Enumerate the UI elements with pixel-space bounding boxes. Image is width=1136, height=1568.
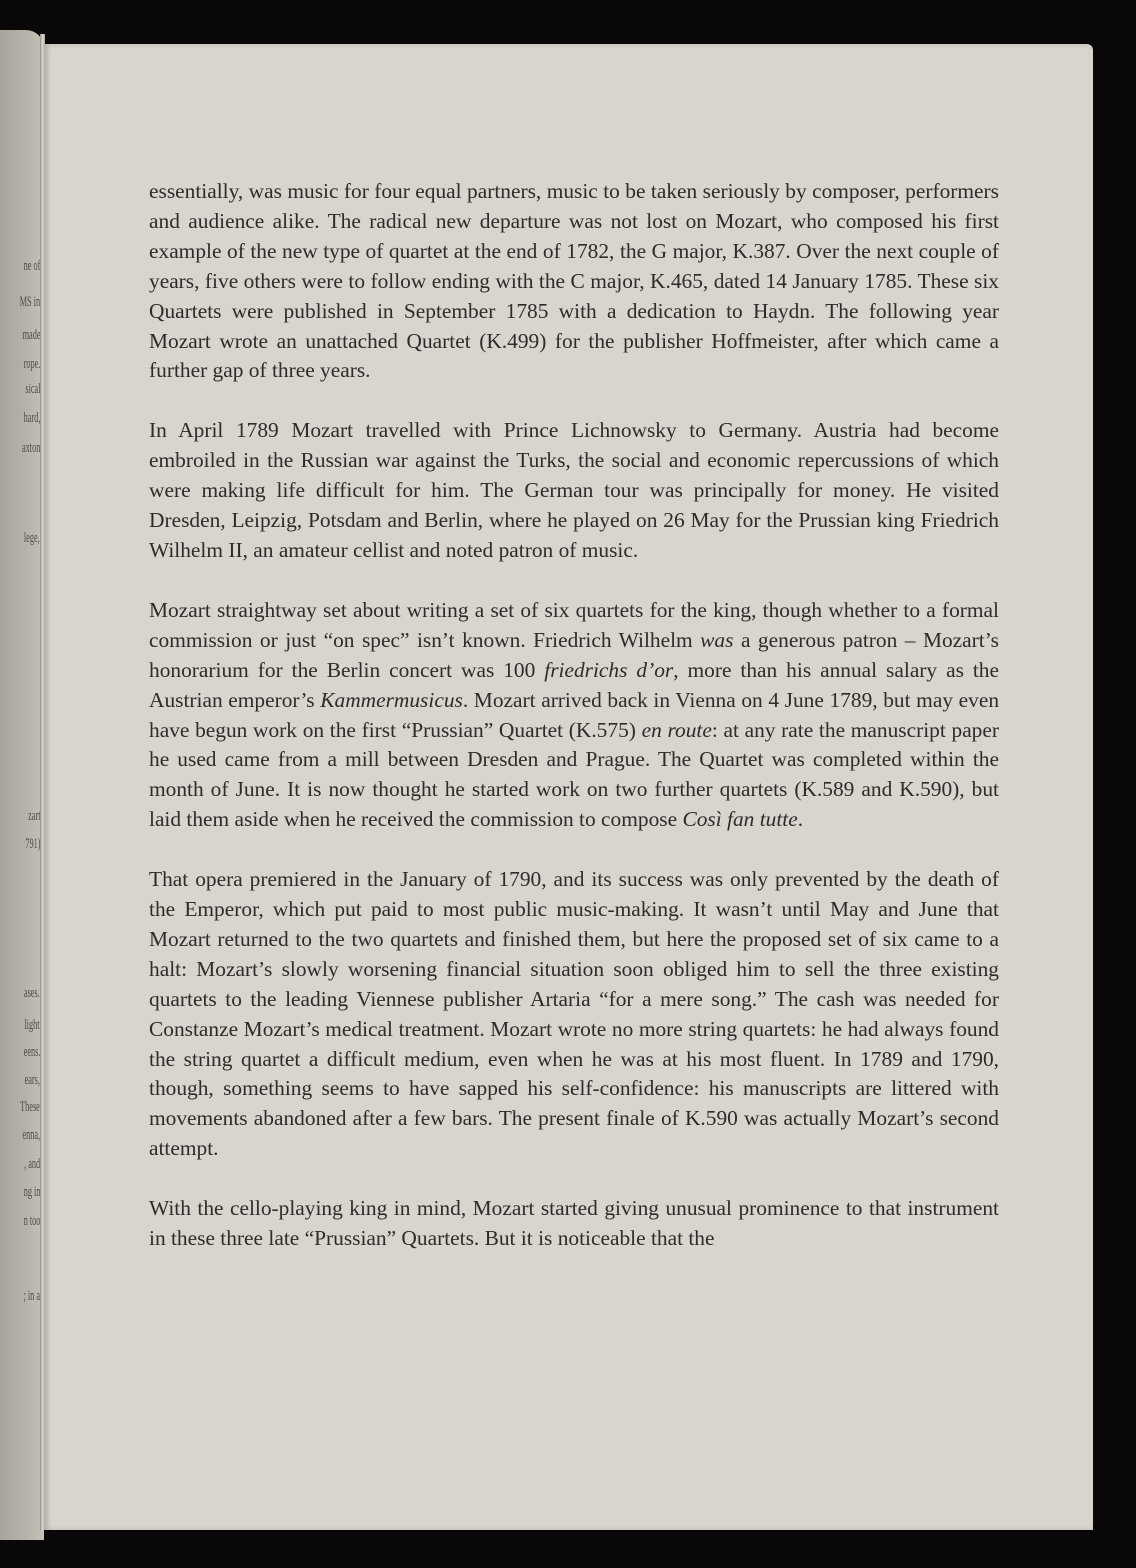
paragraph bbox=[149, 416, 999, 566]
left-page-text-fragment: axton bbox=[21, 440, 40, 456]
italic-text: Kammermusicus bbox=[320, 687, 463, 712]
left-page-text-fragment: enna, bbox=[22, 1127, 40, 1143]
text-run: With the cello-playing king in mind, Mozart started giving unusual prominence to that instrument in these three late “Prussian” Quartets. But it is noticeable that the bbox=[149, 1196, 999, 1251]
italic-text: en route bbox=[641, 717, 712, 742]
left-page-text-fragment: ases. bbox=[24, 985, 40, 1001]
left-page-text-fragment: light bbox=[24, 1017, 40, 1033]
left-page-text-fragment: eens. bbox=[23, 1044, 40, 1060]
left-page-text-fragment: hard, bbox=[23, 410, 40, 426]
left-page-edge bbox=[0, 30, 44, 1540]
left-page-text-fragment: MS in bbox=[19, 294, 40, 310]
text-run: That opera premiered in the January of 1790, and its success was only prevented by the death of the Emperor, which put paid to most public music-making. It wasn’t until May and June that Mozart returned to the two quartets and finished them, but here the proposed set of six came to a halt: Mozart’s slowly worsening financial situation soon obliged him to sell the three existing quartets to the leading Viennese publisher Artaria “for a mere song.” The cash was needed for Constanze Mozart’s medical treatment. Mozart wrote no more string quartets: he had always found the string quartet a difficult medium, even when he was at his most fluent. In 1789 and 1790, though, something seems to have sapped his self-confidence: his manuscripts are littered with movements abandoned after a few bars. The present finale of K.590 was actually Mozart’s second attempt. bbox=[149, 867, 999, 1161]
paragraph bbox=[149, 177, 999, 386]
paragraph bbox=[149, 1194, 999, 1254]
left-page-text-fragment: ng in bbox=[23, 1184, 40, 1200]
text-run: , more than his annual salary as the Austrian emperor’s bbox=[149, 657, 999, 712]
text-run: Mozart straightway set about writing a set of six quartets for the king, though whether to a formal commission or just “on spec” isn’t known. Friedrich Wilhelm bbox=[149, 597, 999, 652]
left-page-text-fragment: ears, bbox=[24, 1072, 40, 1088]
italic-text: friedrichs d’or bbox=[544, 657, 674, 682]
text-run: In April 1789 Mozart travelled with Prince Lichnowsky to Germany. Austria had become embroiled in the Russian war against the Turks, the social and economic repercussions of which were making life difficult for him. The German tour was principally for money. He visited Dresden, Leipzig, Potsdam and Berlin, where he played on 26 May for the Prussian king Friedrich Wilhelm II, an amateur cellist and noted patron of music. bbox=[149, 418, 999, 562]
left-page-text-fragment: ; in a bbox=[23, 1288, 40, 1304]
text-run: . bbox=[797, 807, 804, 832]
left-page-text-fragment: These bbox=[20, 1099, 40, 1115]
left-page-text-fragment: rope. bbox=[23, 356, 40, 372]
left-page-text-fragment: sical bbox=[24, 381, 40, 397]
text-run: essentially, was music for four equal partners, music to be taken seriously by composer, performers and audience alike. The radical new departure was not lost on Mozart, who composed his first example of the new type of quartet at the end of 1782, the G major, K.387. Over the next couple of years, five others were to follow ending with the C major, K.465, dated 14 January 1785. These six Quartets were published in September 1785 with a dedication to Haydn. The following year Mozart wrote an unattached Quartet (K.499) for the publisher Hoffmeister, after which came a further gap of three years. bbox=[149, 179, 999, 383]
left-page-text-fragment: 791) bbox=[24, 836, 40, 852]
italic-text: Così fan tutte bbox=[682, 807, 798, 832]
right-page bbox=[45, 44, 1093, 1530]
paragraph bbox=[149, 865, 999, 1164]
left-page-text-fragment: zart bbox=[27, 808, 40, 824]
text-run: a generous patron – Mozart’s honorarium for the Berlin concert was 100 bbox=[149, 627, 999, 682]
text-run: : at any rate the manuscript paper he used came from a mill between Dresden and Prague. The Quartet was completed within the month of June. It is now thought he started work on two further quartets (K.589 and K.590), but laid them aside when he received the commission to compose bbox=[149, 717, 999, 832]
body-text bbox=[149, 177, 999, 1284]
text-run: . Mozart arrived back in Vienna on 4 June 1789, but may even have begun work on the first “Prussian” Quartet (K.575) bbox=[149, 687, 1000, 742]
left-page-text-fragment: n too bbox=[23, 1213, 40, 1229]
left-page-text-fragment: , and bbox=[23, 1156, 40, 1172]
left-page-text-fragment: lege, bbox=[24, 530, 40, 546]
italic-text: was bbox=[700, 627, 734, 652]
paragraph bbox=[149, 596, 999, 835]
left-page-text-fragment: ne of bbox=[23, 258, 40, 274]
left-page-text-fragment: made bbox=[22, 327, 40, 343]
